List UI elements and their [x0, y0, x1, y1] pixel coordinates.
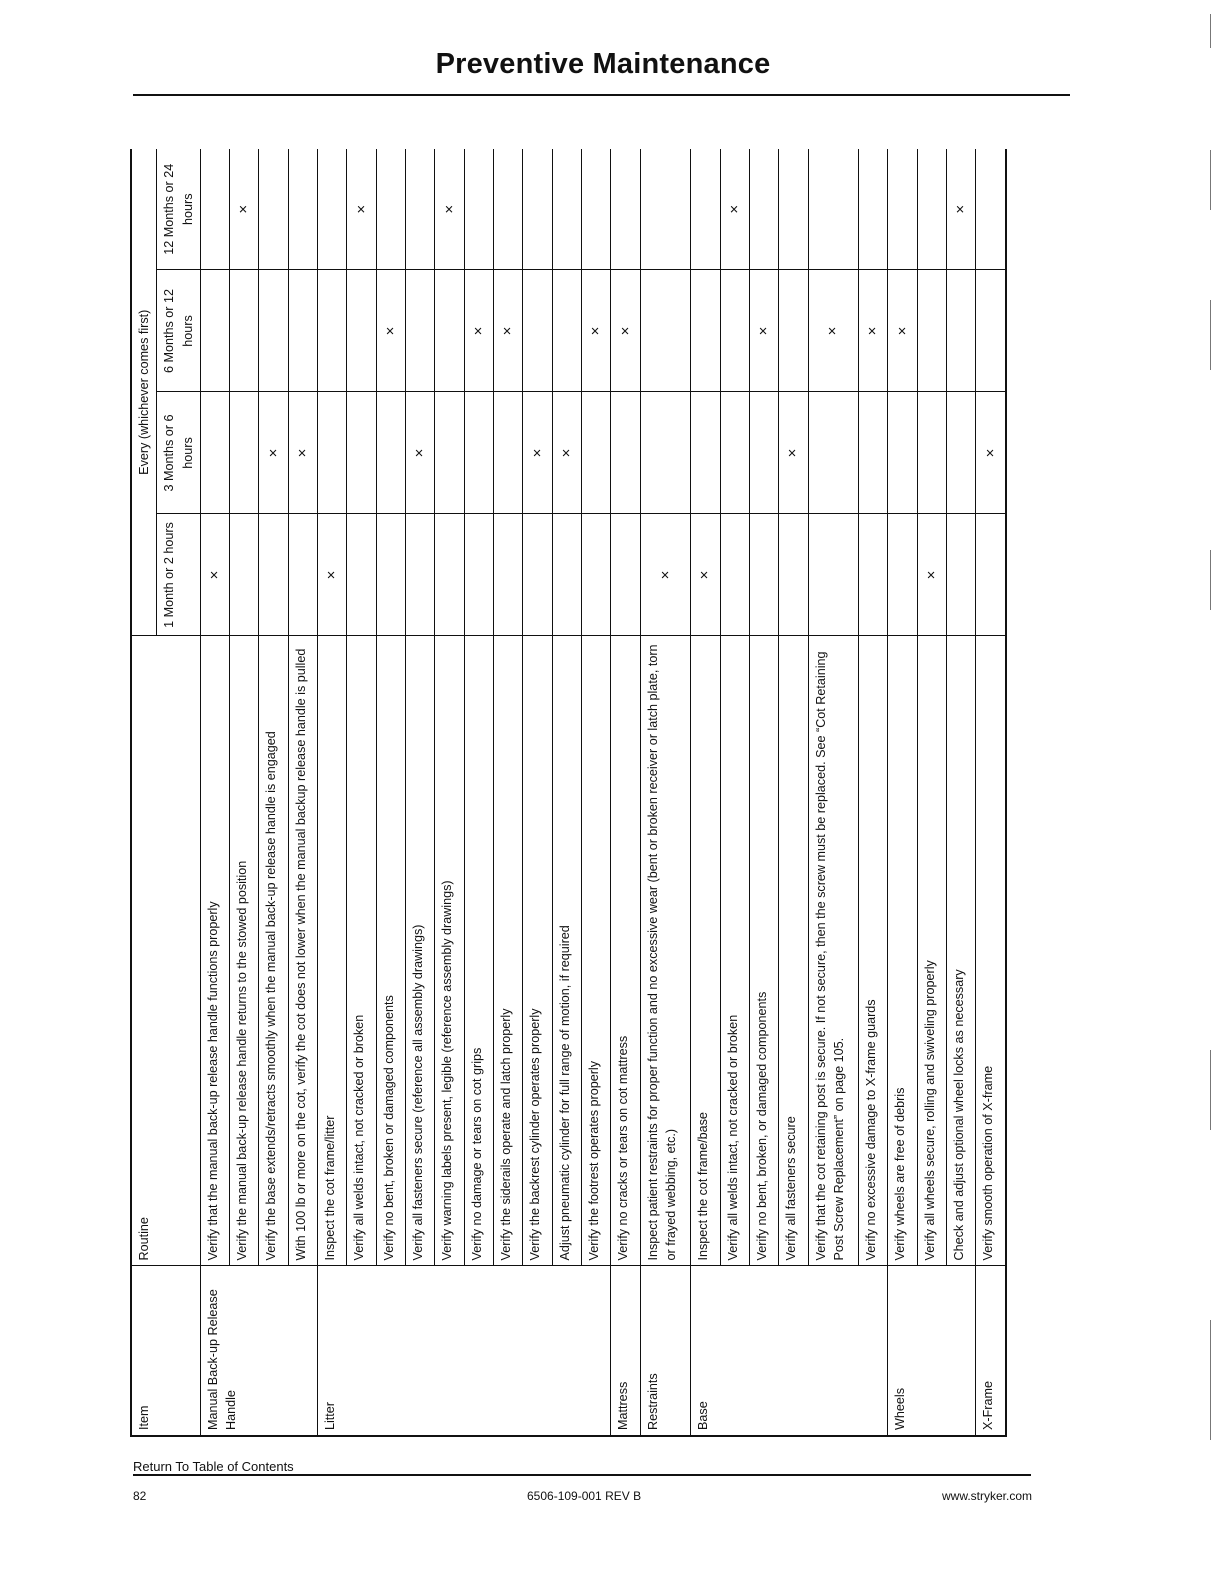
- interval-cell: [318, 392, 347, 514]
- interval-mark: ×: [200, 514, 229, 636]
- table-row: [779, 149, 808, 1436]
- interval-cell: [376, 149, 405, 270]
- interval-cell: [947, 392, 976, 514]
- table-row: [582, 149, 611, 1436]
- interval-cell: [611, 149, 640, 270]
- table-row: [347, 149, 376, 1436]
- table-row: [230, 149, 259, 1436]
- interval-cell: [917, 392, 946, 514]
- routine-cell: Inspect the cot frame/litter: [318, 636, 347, 1266]
- routine-cell: Verify all wheels secure, rolling and swiveling properly: [917, 636, 946, 1266]
- header-interval-6-months: 6 Months or 12 hours: [157, 270, 201, 392]
- scan-edge-mark: [1210, 550, 1211, 610]
- routine-cell: Check and adjust optional wheel locks as necessary: [947, 636, 976, 1266]
- interval-cell: [779, 270, 808, 392]
- interval-cell: [917, 270, 946, 392]
- interval-cell: [259, 514, 288, 636]
- item-cell: Restraints: [640, 1266, 691, 1436]
- interval-mark: ×: [720, 149, 749, 270]
- page-number: 82: [133, 1489, 147, 1503]
- interval-cell: [523, 270, 552, 392]
- table-row: [917, 149, 946, 1436]
- routine-cell: Verify no excessive damage to X-frame guards: [859, 636, 888, 1266]
- routine-cell: Inspect the cot frame/base: [691, 636, 720, 1266]
- interval-cell: [749, 514, 778, 636]
- website-url: www.stryker.com: [942, 1489, 1033, 1503]
- interval-mark: ×: [611, 270, 640, 392]
- routine-cell: Adjust pneumatic cylinder for full range of motion, if required: [552, 636, 581, 1266]
- interval-cell: [691, 149, 720, 270]
- interval-cell: [523, 514, 552, 636]
- interval-cell: [200, 270, 229, 392]
- routine-cell: Verify warning labels present, legible (reference assembly drawings): [435, 636, 464, 1266]
- interval-mark: ×: [582, 270, 611, 392]
- interval-cell: [523, 149, 552, 270]
- table-row: [552, 149, 581, 1436]
- item-cell: Wheels: [888, 1266, 976, 1436]
- interval-cell: [200, 392, 229, 514]
- page-title: Preventive Maintenance: [435, 48, 771, 80]
- interval-cell: [640, 149, 691, 270]
- table-row: [859, 149, 888, 1436]
- interval-cell: [720, 270, 749, 392]
- table-row: [464, 149, 493, 1436]
- table-row: [406, 149, 435, 1436]
- routine-cell: Verify the backrest cylinder operates properly: [523, 636, 552, 1266]
- interval-cell: [859, 514, 888, 636]
- interval-mark: ×: [640, 514, 691, 636]
- table-row: [523, 149, 552, 1436]
- interval-cell: [435, 514, 464, 636]
- interval-mark: ×: [552, 392, 581, 514]
- interval-cell: [464, 392, 493, 514]
- interval-cell: [494, 514, 523, 636]
- interval-cell: [552, 270, 581, 392]
- header-interval-12-months: 12 Months or 24 hours: [157, 149, 201, 270]
- interval-cell: [347, 514, 376, 636]
- interval-cell: [288, 270, 317, 392]
- interval-mark: ×: [976, 392, 1006, 514]
- interval-cell: [749, 392, 778, 514]
- interval-mark: ×: [435, 149, 464, 270]
- table-row: [259, 149, 288, 1436]
- interval-cell: [376, 392, 405, 514]
- interval-cell: [611, 392, 640, 514]
- interval-cell: [779, 149, 808, 270]
- interval-mark: ×: [494, 270, 523, 392]
- interval-cell: [947, 514, 976, 636]
- item-cell: Litter: [318, 1266, 611, 1436]
- scan-edge-mark: [1210, 300, 1211, 370]
- table-row: [808, 149, 859, 1436]
- interval-cell: [230, 270, 259, 392]
- routine-cell: Verify that the manual back-up release handle functions properly: [200, 636, 229, 1266]
- interval-mark: ×: [808, 270, 859, 392]
- interval-mark: ×: [288, 392, 317, 514]
- table-row: [640, 149, 691, 1436]
- interval-mark: ×: [523, 392, 552, 514]
- interval-cell: [888, 514, 917, 636]
- interval-mark: ×: [347, 149, 376, 270]
- interval-cell: [464, 149, 493, 270]
- interval-cell: [552, 514, 581, 636]
- item-cell: Base: [691, 1266, 888, 1436]
- header-interval-1-month: 1 Month or 2 hours: [157, 514, 201, 636]
- interval-cell: [464, 514, 493, 636]
- interval-cell: [640, 270, 691, 392]
- interval-cell: [888, 392, 917, 514]
- rotated-table-wrapper: [130, 149, 1007, 1437]
- routine-cell: Verify no bent, broken or damaged components: [376, 636, 405, 1266]
- interval-mark: ×: [779, 392, 808, 514]
- routine-cell: Verify no bent, broken, or damaged components: [749, 636, 778, 1266]
- interval-mark: ×: [230, 149, 259, 270]
- header-interval-group: Every (whichever comes first): [131, 149, 157, 636]
- interval-cell: [259, 149, 288, 270]
- interval-cell: [976, 270, 1006, 392]
- routine-cell: Verify wheels are free of debris: [888, 636, 917, 1266]
- interval-cell: [976, 149, 1006, 270]
- interval-cell: [259, 270, 288, 392]
- interval-cell: [888, 149, 917, 270]
- interval-cell: [288, 149, 317, 270]
- interval-mark: ×: [259, 392, 288, 514]
- interval-cell: [376, 514, 405, 636]
- interval-cell: [494, 149, 523, 270]
- routine-cell: Verify the siderails operate and latch properly: [494, 636, 523, 1266]
- interval-cell: [917, 149, 946, 270]
- interval-cell: [318, 270, 347, 392]
- table-row: [435, 149, 464, 1436]
- routine-cell: Verify no damage or tears on cot grips: [464, 636, 493, 1266]
- table-row: [720, 149, 749, 1436]
- interval-mark: ×: [406, 392, 435, 514]
- scan-edge-mark: [1210, 1320, 1211, 1440]
- interval-cell: [691, 270, 720, 392]
- table-row: [691, 149, 720, 1436]
- interval-cell: [859, 149, 888, 270]
- routine-cell: Verify all fasteners secure: [779, 636, 808, 1266]
- interval-cell: [552, 149, 581, 270]
- table-row: [200, 149, 229, 1436]
- interval-cell: [200, 149, 229, 270]
- routine-cell: Verify all welds intact, not cracked or broken: [720, 636, 749, 1266]
- interval-cell: [947, 270, 976, 392]
- interval-cell: [808, 514, 859, 636]
- interval-mark: ×: [749, 270, 778, 392]
- header-interval-3-months: 3 Months or 6 hours: [157, 392, 201, 514]
- header-row-1: [131, 149, 157, 1436]
- title-rule: [133, 94, 1070, 96]
- routine-cell: Verify no cracks or tears on cot mattress: [611, 636, 640, 1266]
- scan-edge-mark: [1210, 150, 1211, 210]
- maintenance-table-container: [130, 149, 1007, 1437]
- routine-cell: With 100 lb or more on the cot, verify the cot does not lower when the manual backup release handle is pulled: [288, 636, 317, 1266]
- interval-cell: [435, 270, 464, 392]
- routine-cell: Verify smooth operation of X-frame: [976, 636, 1006, 1266]
- interval-cell: [435, 392, 464, 514]
- interval-cell: [640, 392, 691, 514]
- header-routine: Routine: [131, 636, 200, 1266]
- interval-cell: [406, 514, 435, 636]
- interval-cell: [347, 392, 376, 514]
- table-row: [947, 149, 976, 1436]
- interval-cell: [691, 392, 720, 514]
- interval-cell: [582, 149, 611, 270]
- routine-cell: Verify the manual back-up release handle returns to the stowed position: [230, 636, 259, 1266]
- footer-rule: [133, 1474, 1031, 1476]
- table-row: [376, 149, 405, 1436]
- interval-cell: [230, 514, 259, 636]
- interval-mark: ×: [318, 514, 347, 636]
- routine-cell: Verify all welds intact, not cracked or broken: [347, 636, 376, 1266]
- routine-cell: Verify all fasteners secure (reference all assembly drawings): [406, 636, 435, 1266]
- interval-cell: [347, 270, 376, 392]
- return-to-toc-link[interactable]: Return To Table of Contents: [133, 1459, 294, 1474]
- interval-cell: [406, 270, 435, 392]
- interval-cell: [808, 149, 859, 270]
- interval-cell: [749, 149, 778, 270]
- routine-cell: Inspect patient restraints for proper function and no excessive wear (bent or broken receiver or latch plate, torn or frayed webbing, etc.): [640, 636, 691, 1266]
- table-row: [976, 149, 1006, 1436]
- interval-cell: [611, 514, 640, 636]
- table-row: [494, 149, 523, 1436]
- interval-mark: ×: [376, 270, 405, 392]
- routine-cell: Verify the footrest operates properly: [582, 636, 611, 1266]
- interval-cell: [582, 392, 611, 514]
- interval-mark: ×: [464, 270, 493, 392]
- table-body: [200, 149, 1006, 1436]
- scan-edge-mark: [1210, 14, 1211, 48]
- interval-cell: [582, 514, 611, 636]
- table-row: [888, 149, 917, 1436]
- routine-cell: Verify that the cot retaining post is secure. If not secure, then the screw must be replaced. See “Cot Retaining Post Screw Replacement” on page 105.: [808, 636, 859, 1266]
- interval-cell: [779, 514, 808, 636]
- item-cell: Manual Back-up Release Handle: [200, 1266, 317, 1436]
- item-cell: X-Frame: [976, 1266, 1006, 1436]
- maintenance-schedule-table: [130, 149, 1007, 1437]
- interval-mark: ×: [859, 270, 888, 392]
- routine-cell: Verify the base extends/retracts smoothly when the manual back-up release handle is engaged: [259, 636, 288, 1266]
- table-row: [288, 149, 317, 1436]
- interval-mark: ×: [888, 270, 917, 392]
- interval-cell: [406, 149, 435, 270]
- interval-cell: [288, 514, 317, 636]
- interval-mark: ×: [691, 514, 720, 636]
- interval-cell: [859, 392, 888, 514]
- interval-cell: [808, 392, 859, 514]
- interval-cell: [720, 392, 749, 514]
- interval-cell: [720, 514, 749, 636]
- interval-mark: ×: [947, 149, 976, 270]
- header-item: Item: [131, 1266, 200, 1436]
- table-row: [611, 149, 640, 1436]
- document-number: 6506-109-001 REV B: [527, 1489, 642, 1503]
- interval-cell: [494, 392, 523, 514]
- item-cell: Mattress: [611, 1266, 640, 1436]
- interval-cell: [976, 514, 1006, 636]
- table-row: [318, 149, 347, 1436]
- scan-edge-mark: [1210, 1050, 1211, 1130]
- interval-mark: ×: [917, 514, 946, 636]
- table-row: [749, 149, 778, 1436]
- interval-cell: [318, 149, 347, 270]
- interval-cell: [230, 392, 259, 514]
